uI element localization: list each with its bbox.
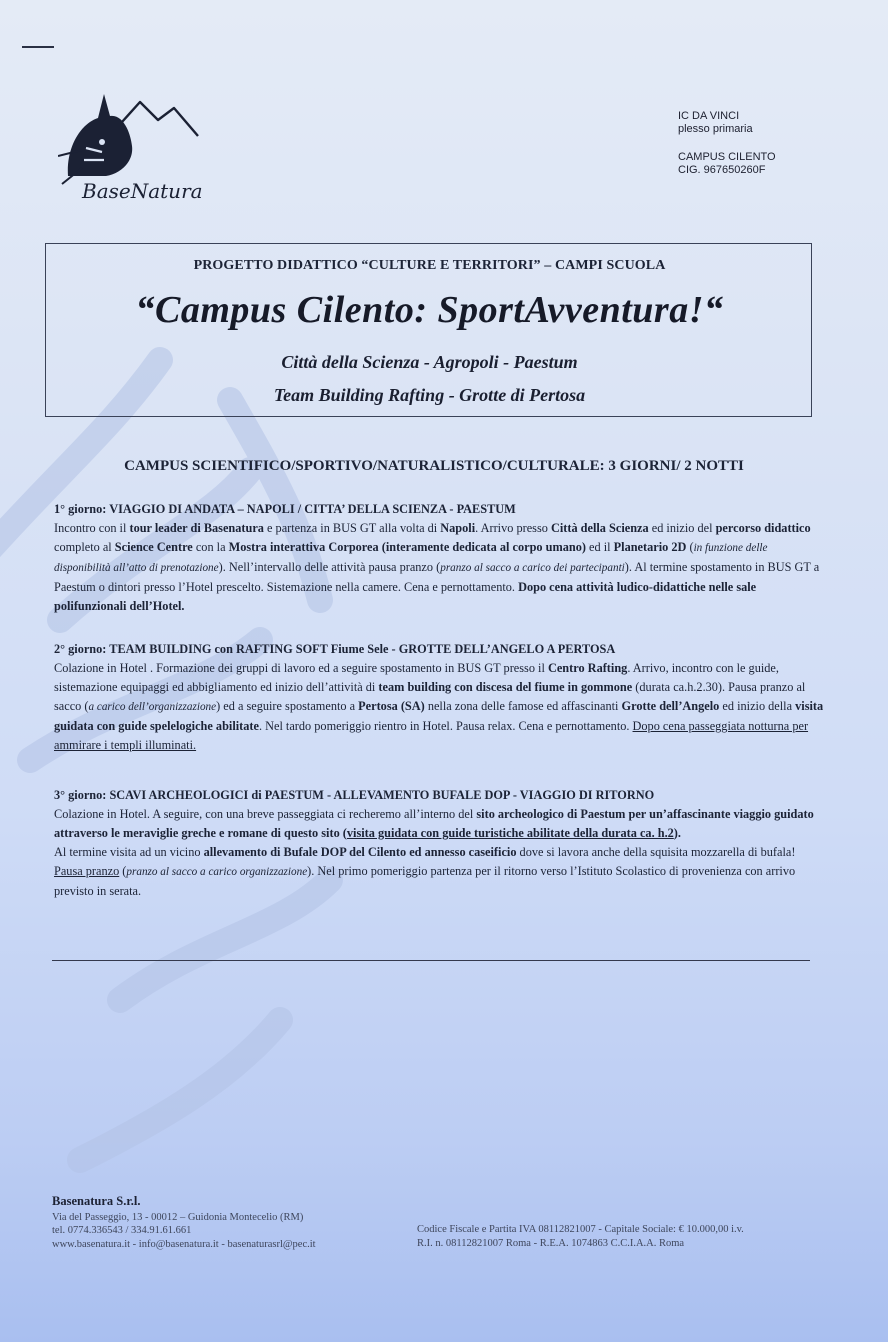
registry-info: R.I. n. 08112821007 Roma - R.E.A. 1074863 C.C.I.A.A. Roma — [417, 1238, 685, 1249]
destinations-subtitle: Città della Scienza - Agropoli - Paestum — [281, 352, 578, 372]
school-branch: plesso primaria — [678, 123, 753, 135]
school-name: IC DA VINCI — [678, 110, 740, 122]
day-1-heading: 1° giorno: VIAGGIO DI ANDATA – NAPOLI / CITTA’ DELLA SCIENZA - PAESTUM — [54, 502, 516, 516]
activities-subtitle: Team Building Rafting - Grotte di Pertosa — [273, 385, 586, 405]
logo-wordmark: BaseNatura — [82, 179, 203, 203]
recipient-block — [678, 110, 776, 177]
company-address: Via del Passeggio, 13 - 00012 – Guidonia Montecelio (RM) — [52, 1211, 304, 1223]
day-3-text-2: Al termine visita ad un vicino allevamento di Bufale DOP del Cilento ed annesso caseificio dove si lavora anche della squisita mozzarella di bufala! Pausa pranzo (pranzo al sacco a carico organizzazione). Nel primo pomeriggio partenza per il ritorno verso l’Istituto Scolastico di provenienza con arrivo previsto in serata. — [54, 845, 796, 898]
fiscal-footer — [417, 1223, 744, 1251]
day-1-section — [54, 500, 824, 616]
fiscal-info: Codice Fiscale e Partita IVA 08112821007 - Capitale Sociale: € 10.000,00 i.v. — [417, 1224, 744, 1235]
cig-code: CIG. 967650260F — [678, 164, 766, 176]
day-3-heading: 3° giorno: SCAVI ARCHEOLOGICI di PAESTUM - ALLEVAMENTO BUFALE DOP - VIAGGIO DI RITORNO — [54, 788, 655, 802]
title-box — [45, 243, 812, 417]
corner-mark — [22, 46, 54, 48]
divider-line — [52, 960, 810, 961]
company-name: Basenatura S.r.l. — [52, 1194, 141, 1208]
company-web: www.basenatura.it - info@basenatura.it - basenaturasrl@pec.it — [52, 1238, 316, 1250]
day-1-text: Incontro con il tour leader di Basenatura e partenza in BUS GT alla volta di Napoli. Arrivo presso Città della Scienza ed inizio del percorso didattico completo al Science Centre con la Mostra interattiva Corporea (interamente dedicata al corpo umano) ed il Planetario 2D (in funzione delle disponibilità all’atto di prenotazione). Nell’intervallo delle attività pausa pranzo (pranzo al sacco a carico dei partecipanti). Al termine spostamento in BUS GT a Paestum o dintori presso l’Hotel prescelto. Sistemazione nella camere. Cena e pernottamento. Dopo cena attività ludico-didattiche nelle sale polifunzionali dell’Hotel. — [54, 521, 820, 613]
campus-heading: CAMPUS SCIENTIFICO/SPORTIVO/NATURALISTICO/CULTURALE: 3 GIORNI/ 2 NOTTI — [124, 458, 744, 474]
day-2-text: Colazione in Hotel . Formazione dei gruppi di lavoro ed a seguire spostamento in BUS GT presso il Centro Rafting. Arrivo, incontro con le guide, sistemazione equipaggi ed abbigliamento ed inizio dell’attività di team building con discesa del fiume in gommone (durata ca.h.2.30). Pausa pranzo al sacco (a carico dell’organizzazione) ed a seguire spostamento a Pertosa (SA) nella zona delle famose ed affascinanti Grotte dell’Angelo ed inizio della visita guidata con guide spelelogiche abilitate. Nel tardo pomeriggio rientro in Hotel. Pausa relax. Cena e pernottamento. Dopo cena passeggiata notturna per ammirare i templi illuminati. — [54, 661, 824, 752]
day-3-section — [54, 786, 824, 901]
day-2-heading: 2° giorno: TEAM BUILDING con RAFTING SOFT Fiume Sele - GROTTE DELL’ANGELO A PERTOSA — [54, 642, 616, 656]
company-phone: tel. 0774.336543 / 334.91.61.661 — [52, 1225, 192, 1236]
campus-name: CAMPUS CILENTO — [678, 151, 776, 163]
basenatura-logo — [58, 90, 208, 205]
day-3-text: Colazione in Hotel. A seguire, con una breve passeggiata ci recheremo all’interno del sito archeologico di Paestum per un’affascinante viaggio guidato attraverso le meraviglie greche e romane di questo sito (visita guidata con guide turistiche abilitate della durata ca. h.2). — [54, 807, 814, 840]
campus-title: “Campus Cilento: SportAvventura!“ — [135, 289, 724, 331]
project-heading: PROGETTO DIDATTICO “CULTURE E TERRITORI” – CAMPI SCUOLA — [193, 258, 666, 273]
company-footer — [52, 1195, 316, 1251]
day-2-section — [54, 640, 824, 755]
